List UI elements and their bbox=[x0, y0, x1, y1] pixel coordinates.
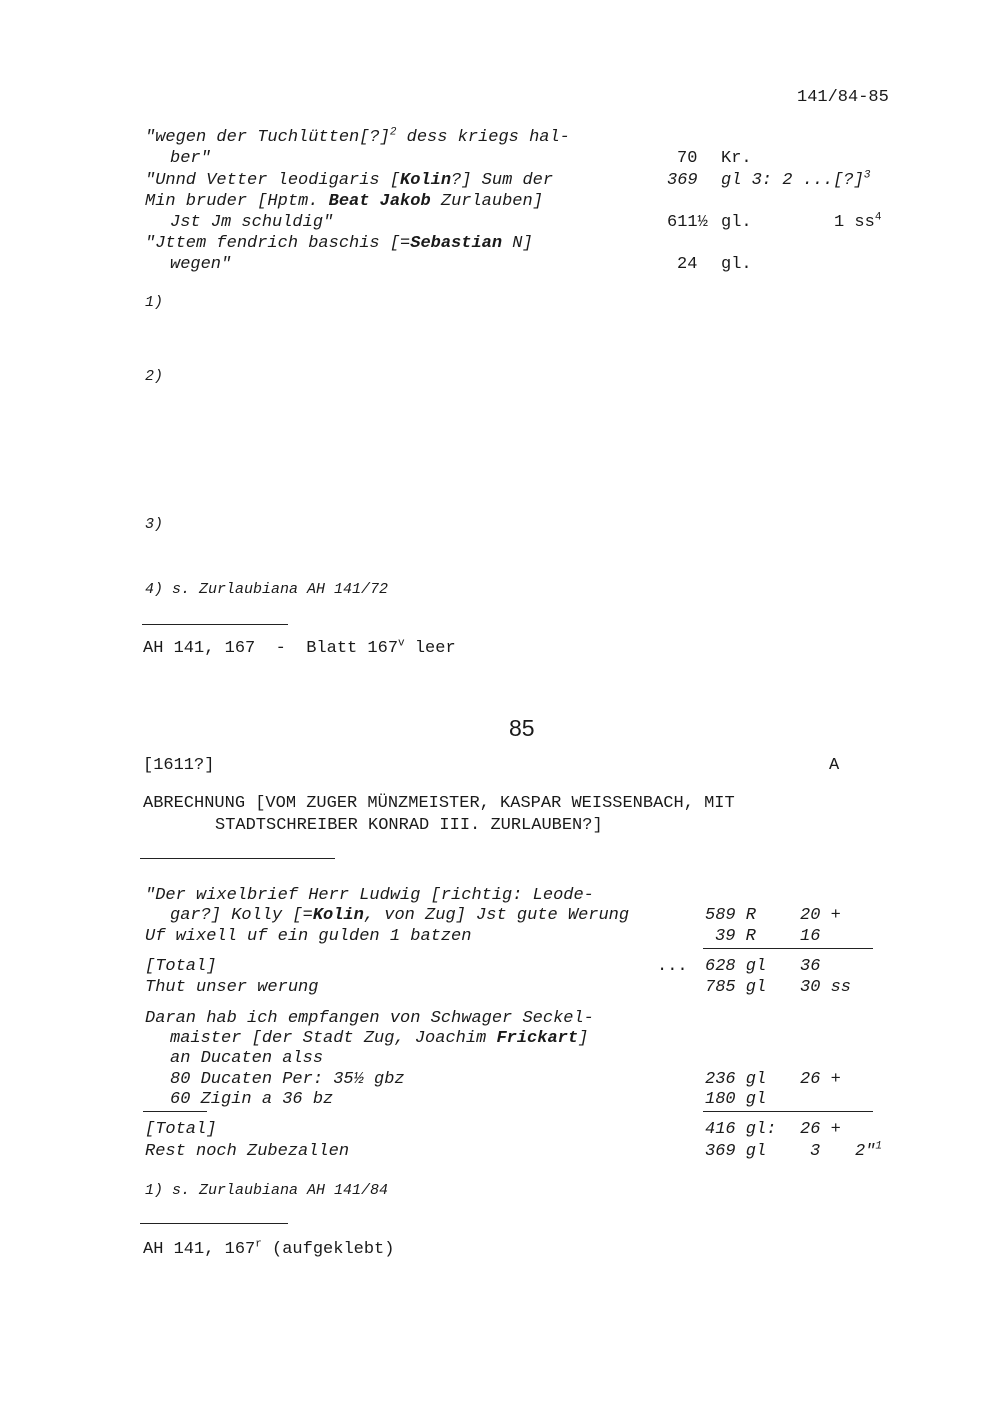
amount: 70 bbox=[677, 149, 698, 168]
amount-detail: 26 + bbox=[800, 1070, 841, 1089]
account-line: gar?] Kolly [=Kolin, von Zug] Jst gute Werung bbox=[170, 906, 630, 925]
amount: 369 gl bbox=[705, 1142, 767, 1161]
source-reference: AH 141, 167$^r$ (aufgeklebt) bbox=[143, 1238, 395, 1259]
divider bbox=[140, 1223, 288, 1224]
amount: 236 gl bbox=[705, 1070, 767, 1089]
amount-detail: 26 + bbox=[800, 1120, 841, 1139]
account-line: maister [der Stadt Zug, Joachim Frickart] bbox=[170, 1029, 589, 1048]
account-line: Rest noch Zubezallen bbox=[145, 1142, 350, 1161]
footnote: 4) s. Zurlaubiana AH 141/72 bbox=[145, 581, 389, 598]
amount: 589 R bbox=[705, 906, 757, 925]
divider bbox=[140, 858, 335, 859]
text-line: "Unnd Vetter leodigaris [Kolin?] Sum der bbox=[145, 171, 554, 190]
amount: 24 bbox=[677, 255, 698, 274]
account-line: 60 Zigin a 36 bz bbox=[170, 1090, 334, 1109]
account-line: Daran hab ich empfangen von Schwager Seckel- bbox=[145, 1009, 594, 1028]
text-line: ber" bbox=[170, 149, 211, 168]
amount-detail: 30 ss bbox=[800, 978, 852, 997]
footnote: 1) s. Zurlaubiana AH 141/84 bbox=[145, 1182, 389, 1199]
account-line: [Total] bbox=[145, 1120, 217, 1139]
unit: Kr. bbox=[721, 149, 752, 168]
document-date: [1611?] bbox=[143, 756, 215, 775]
text-line: "wegen der Tuchlütten[?]$^2$ dess kriegs hal- bbox=[145, 126, 570, 147]
amount: 180 gl bbox=[705, 1090, 767, 1109]
page-number: 85 bbox=[509, 715, 535, 741]
document-title-line: STADTSCHREIBER KONRAD III. ZURLAUBEN?] bbox=[215, 816, 603, 835]
divider bbox=[142, 624, 288, 625]
amount: 416 gl: bbox=[705, 1120, 777, 1139]
unit: gl. bbox=[721, 213, 752, 232]
amount-detail: 2"$^1$ bbox=[855, 1140, 883, 1161]
footnote: 1) bbox=[145, 294, 164, 311]
amount: 39 R bbox=[715, 927, 756, 946]
footnote: 2) bbox=[145, 368, 164, 385]
document-letter: A bbox=[829, 756, 840, 775]
account-line: 80 Ducaten Per: 35½ gbz bbox=[170, 1070, 405, 1089]
amount: 785 gl bbox=[705, 978, 767, 997]
document-title-line: ABRECHNUNG [VOM ZUGER MÜNZMEISTER, KASPAR WEISSENBACH, MIT bbox=[143, 794, 735, 813]
account-line: Thut unser werung bbox=[145, 978, 319, 997]
underline-mark bbox=[143, 1111, 207, 1112]
amount: 369 bbox=[667, 171, 698, 190]
amount-detail: 1 $ss^4$ bbox=[834, 211, 882, 232]
amount-detail: 20 + bbox=[800, 906, 841, 925]
text-line: Min bruder [Hptm. Beat Jakob Zurlauben] bbox=[145, 192, 543, 211]
page-reference: 141/84-85 bbox=[797, 88, 889, 107]
amount-detail: 3 bbox=[810, 1142, 821, 1161]
source-reference: AH 141, 167 - Blatt 167$^v$ leer bbox=[143, 637, 456, 658]
sum-line bbox=[703, 1111, 873, 1112]
text-line: wegen" bbox=[170, 255, 232, 274]
account-line: Uf wixell uf ein gulden 1 batzen bbox=[145, 927, 472, 946]
amount: 628 gl bbox=[705, 957, 767, 976]
amount-detail: 16 bbox=[800, 927, 821, 946]
amount-detail: gl 3: 2 ...[?]$^3$ bbox=[721, 169, 871, 190]
account-line: [Total] bbox=[145, 957, 217, 976]
footnote: 3) bbox=[145, 516, 164, 533]
amount-detail: 36 bbox=[800, 957, 821, 976]
text-line: Jst Jm schuldig" bbox=[170, 213, 334, 232]
leader-dots: ... bbox=[657, 957, 688, 976]
account-line: an Ducaten alss bbox=[170, 1049, 324, 1068]
text-line: "Jttem fendrich baschis [=Sebastian N] bbox=[145, 234, 533, 253]
unit: gl. bbox=[721, 255, 752, 274]
sum-line bbox=[703, 948, 873, 949]
amount: 611½ bbox=[667, 213, 708, 232]
account-line: "Der wixelbrief Herr Ludwig [richtig: Leode- bbox=[145, 886, 594, 905]
